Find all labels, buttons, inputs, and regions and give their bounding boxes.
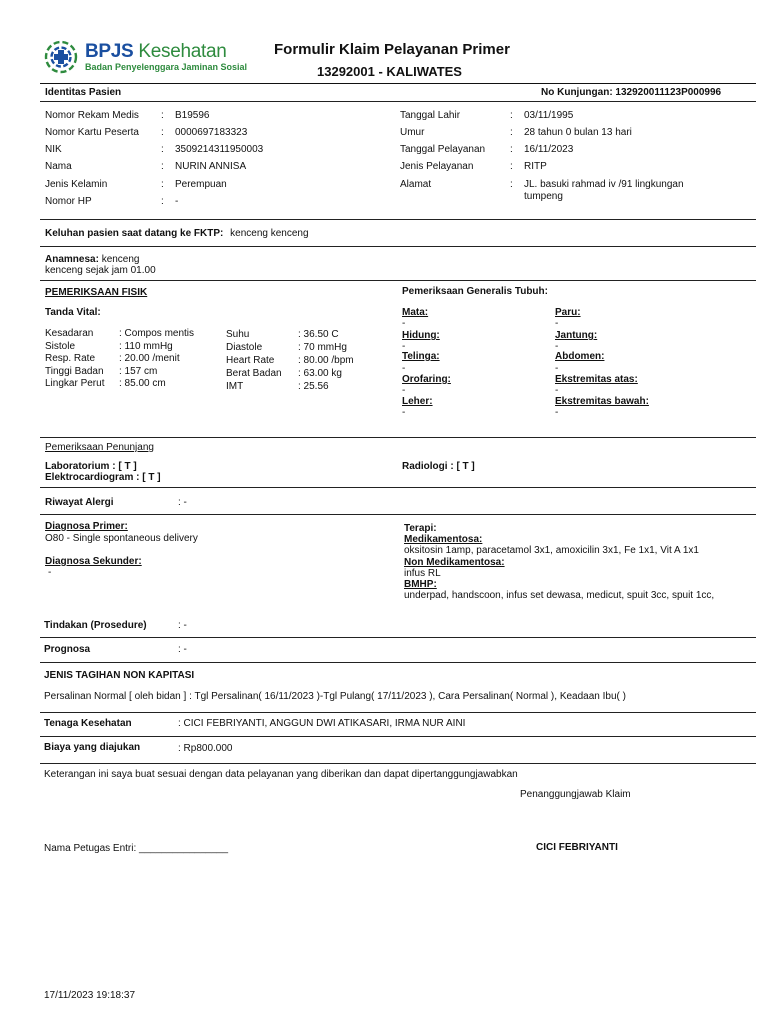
colon: : (161, 127, 164, 138)
entry-officer: Nama Petugas Entri: ________________ (44, 843, 229, 854)
vital-label-bmi: IMT (226, 381, 244, 392)
identity-label-service-type: Jenis Pelayanan (400, 161, 474, 172)
general-label-nose: Hidung: (402, 330, 440, 341)
procedure-divider (40, 637, 756, 638)
identity-value-service-type: RITP (524, 161, 547, 172)
staff-label: Tenaga Kesehatan (44, 718, 132, 729)
support-radiology: Radiologi : [ T ] (402, 461, 475, 472)
colon: : (161, 196, 164, 207)
colon: : (510, 179, 513, 190)
vital-value-diastole: : 70 mmHg (298, 342, 347, 353)
vital-value-waist: : 85.00 cm (119, 378, 166, 389)
identity-label-nik: NIK (45, 144, 62, 155)
general-value-heart: - (555, 341, 559, 352)
allergy-divider (40, 514, 756, 515)
support-lab: Laboratorium : [ T ] (45, 461, 137, 472)
anamnesa-line2: kenceng sejak jam 01.00 (45, 265, 156, 276)
complaint-label: Keluhan pasien saat datang ke FKTP: (45, 228, 224, 239)
complaint-value: kenceng kenceng (230, 228, 309, 239)
therapy-nonmed-value: infus RL (404, 568, 441, 579)
allergy-label: Riwayat Alergi (45, 497, 114, 508)
vital-value-resp-rate: : 20.00 /menit (119, 353, 180, 364)
identity-value-name: NURIN ANNISA (175, 161, 247, 172)
vital-value-systole: : 110 mmHg (119, 341, 173, 352)
identity-value-birthdate: 03/11/1995 (524, 110, 574, 121)
general-value-lower-extremity: - (555, 407, 559, 418)
identity-label-gender: Jenis Kelamin (45, 179, 108, 190)
general-value-nose: - (402, 341, 406, 352)
general-value-lungs: - (555, 318, 559, 329)
colon: : (161, 110, 164, 121)
procedure-label: Tindakan (Prosedure) (44, 620, 147, 631)
vital-value-height: : 157 cm (119, 366, 158, 377)
procedure-value: : - (178, 620, 187, 631)
general-label-abdomen: Abdomen: (555, 351, 605, 362)
vital-value-weight: : 63.00 kg (298, 368, 342, 379)
therapy-bmhp-label: BMHP: (404, 579, 437, 590)
general-label-upper-extremity: Ekstremitas atas: (555, 374, 638, 385)
print-timestamp: 17/11/2023 19:18:37 (44, 990, 136, 1001)
responsible-name: CICI FEBRIYANTI (536, 842, 618, 853)
identity-section-label: Identitas Pasien (45, 87, 122, 98)
colon: : (510, 127, 513, 138)
anamnesa-label: Anamnesa: (45, 254, 99, 265)
prognosis-divider (40, 662, 756, 663)
identity-label-name: Nama (45, 161, 72, 172)
general-label-ears: Telinga: (402, 351, 440, 362)
prognosis-value: : - (178, 644, 187, 655)
prognosis-label: Prognosa (44, 644, 91, 655)
general-value-eyes: - (402, 318, 406, 329)
identity-value-address-line2: tumpeng (524, 191, 563, 202)
diagnosis-secondary-value: - (48, 567, 52, 578)
therapy-med-value: oksitosin 1amp, paracetamol 3x1, amoxicilin 3x1, Fe 1x1, Vit A 1x1 (404, 545, 699, 556)
support-exam-title: Pemeriksaan Penunjang (45, 442, 154, 453)
support-ecg: Elektrocardiogram : [ T ] (45, 472, 161, 483)
colon: : (161, 144, 164, 155)
vital-label-diastole: Diastole (226, 342, 263, 353)
anamnesa-row (45, 254, 140, 265)
therapy-med-label: Medikamentosa: (404, 534, 483, 545)
vital-label-waist: Lingkar Perut (45, 378, 105, 389)
anamnesa-value: kenceng (101, 254, 140, 265)
identity-label-address: Alamat (400, 179, 432, 190)
logo-brand-2: Kesehatan (138, 41, 227, 62)
identity-value-service-date: 16/11/2023 (524, 144, 574, 155)
identity-label-medical-record: Nomor Rekam Medis (45, 110, 139, 121)
identity-value-nik: 3509214311950003 (175, 144, 264, 155)
support-divider (40, 487, 756, 488)
vital-value-bmi: : 25.56 (298, 381, 329, 392)
identity-value-phone: - (175, 196, 179, 207)
general-exam-title: Pemeriksaan Generalis Tubuh: (402, 286, 548, 297)
general-label-lungs: Paru: (555, 307, 581, 318)
allergy-value: : - (178, 497, 187, 508)
general-value-abdomen: - (555, 363, 559, 374)
general-value-oropharynx: - (402, 385, 406, 396)
general-label-eyes: Mata: (402, 307, 429, 318)
diagnosis-primary-value: O80 - Single spontaneous delivery (45, 533, 198, 544)
vital-label-systole: Sistole (45, 341, 76, 352)
colon: : (510, 144, 513, 155)
colon: : (161, 161, 164, 172)
exam-divider (40, 437, 756, 438)
therapy-label: Terapi: (404, 523, 437, 534)
identity-label-age: Umur (400, 127, 425, 138)
cost-label: Biaya yang diajukan (44, 742, 141, 753)
colon: : (161, 179, 164, 190)
vital-signs-title: Tanda Vital: (45, 307, 101, 318)
colon: : (510, 161, 513, 172)
staff-divider (40, 736, 756, 737)
billing-title: JENIS TAGIHAN NON KAPITASI (44, 670, 195, 681)
responsible-label: Penanggungjawab Klaim (520, 789, 631, 800)
identity-label-birthdate: Tanggal Lahir (400, 110, 461, 121)
vital-label-consciousness: Kesadaran (45, 328, 94, 339)
therapy-bmhp-value: underpad, handscoon, infus set dewasa, medicut, spuit 3cc, spuit 1cc, (404, 590, 715, 601)
diagnosis-primary-label: Diagnosa Primer: (45, 521, 128, 532)
general-label-lower-extremity: Ekstremitas bawah: (555, 396, 649, 407)
cost-divider (40, 763, 756, 764)
vital-label-heart-rate: Heart Rate (226, 355, 275, 366)
physical-exam-title: PEMERIKSAAN FISIK (45, 287, 148, 298)
form-title: Formulir Klaim Pelayanan Primer (274, 41, 510, 58)
identity-bottom-divider (40, 219, 756, 220)
diagnosis-secondary-label: Diagnosa Sekunder: (45, 556, 142, 567)
identity-value-medical-record: B19596 (175, 110, 210, 121)
identity-label-card-number: Nomor Kartu Peserta (45, 127, 139, 138)
cost-value: : Rp800.000 (178, 743, 233, 754)
vital-value-heart-rate: : 80.00 /bpm (298, 355, 354, 366)
general-label-neck: Leher: (402, 396, 433, 407)
vital-label-height: Tinggi Badan (45, 366, 104, 377)
identity-value-card-number: 0000697183323 (175, 127, 248, 138)
therapy-nonmed-label: Non Medikamentosa: (404, 557, 505, 568)
vital-label-weight: Berat Badan (226, 368, 282, 379)
colon: : (510, 110, 513, 121)
general-value-upper-extremity: - (555, 385, 559, 396)
general-label-oropharynx: Orofaring: (402, 374, 451, 385)
general-value-neck: - (402, 407, 406, 418)
identity-value-gender: Perempuan (175, 179, 227, 190)
billing-detail: Persalinan Normal [ oleh bidan ] : Tgl Persalinan( 16/11/2023 )-Tgl Pulang( 17/11/2023 ), Cara Persalinan( Normal ), Keadaan Ibu( ) (44, 691, 626, 702)
identity-divider (40, 101, 756, 102)
statement-text: Keterangan ini saya buat sesuai dengan data pelayanan yang diberikan dan dapat dipertanggungjawabkan (44, 769, 518, 780)
complaint-row (45, 228, 309, 239)
form-subtitle: 13292001 - KALIWATES (317, 64, 462, 79)
logo-tagline: Badan Penyelenggara Jaminan Sosial (85, 62, 248, 72)
anamnesa-divider (40, 280, 756, 281)
general-value-ears: - (402, 363, 406, 374)
vital-value-consciousness: : Compos mentis (119, 328, 195, 339)
bpjs-logo-icon (44, 40, 78, 74)
visit-number: No Kunjungan: 132920011123P000996 (541, 87, 722, 98)
staff-value: : CICI FEBRIYANTI, ANGGUN DWI ATIKASARI, IRMA NUR AINI (178, 718, 466, 729)
vital-value-temperature: : 36.50 C (298, 329, 339, 340)
identity-value-age: 28 tahun 0 bulan 13 hari (524, 127, 632, 138)
logo-brand-1: BPJS (85, 41, 134, 62)
identity-value-address: JL. basuki rahmad iv /91 lingkungan (524, 179, 684, 190)
vital-label-temperature: Suhu (226, 329, 250, 340)
vital-label-resp-rate: Resp. Rate (45, 353, 96, 364)
header-divider (40, 83, 756, 84)
identity-label-service-date: Tanggal Pelayanan (400, 144, 486, 155)
bpjs-logo (40, 40, 248, 76)
general-label-heart: Jantung: (555, 330, 598, 341)
identity-label-phone: Nomor HP (45, 196, 92, 207)
complaint-divider (40, 246, 756, 247)
billing-divider (40, 712, 756, 713)
